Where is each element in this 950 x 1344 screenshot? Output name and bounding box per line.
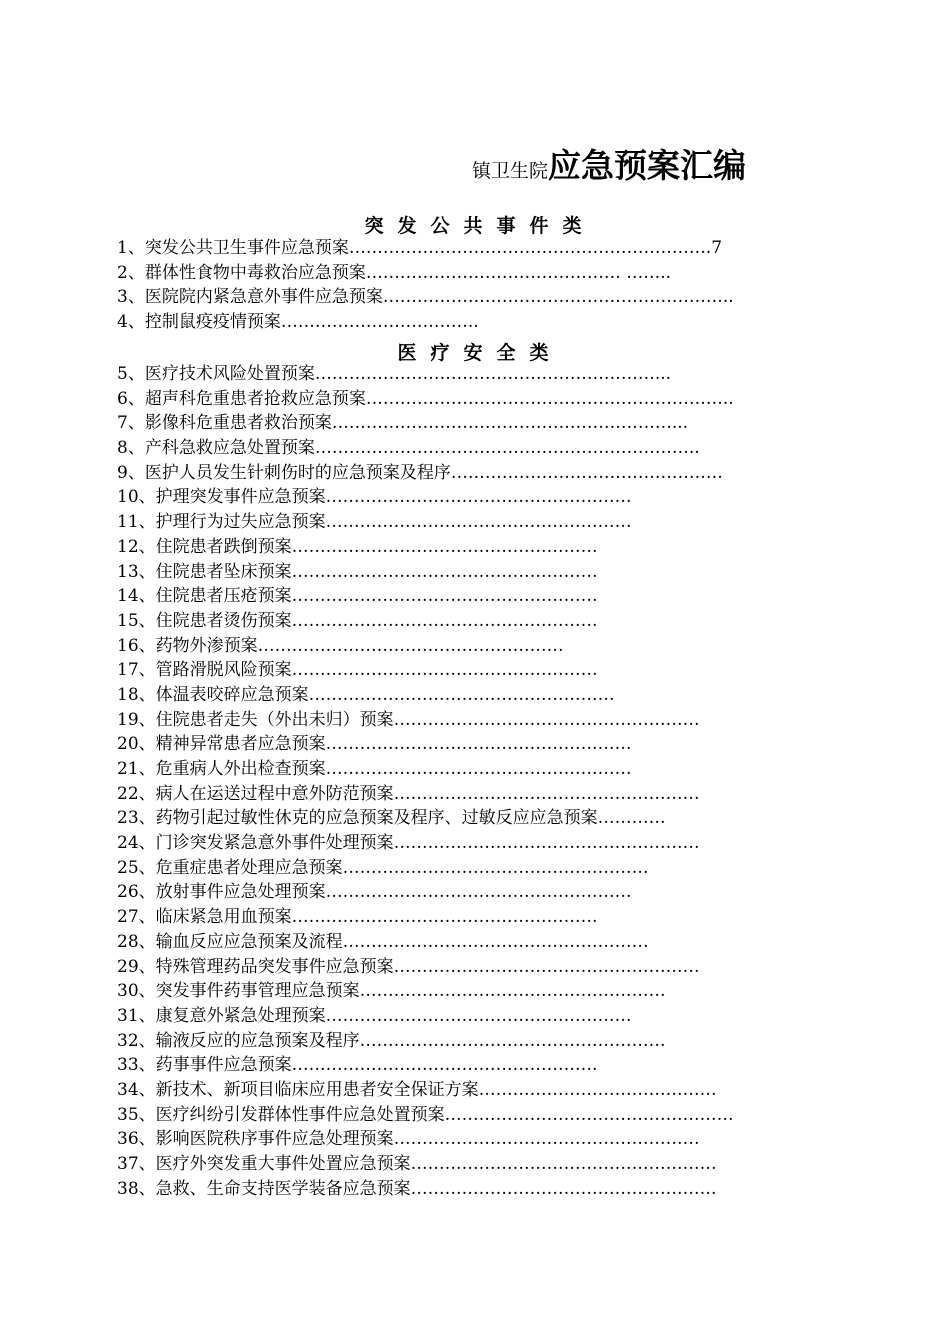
toc-entry	[117, 1127, 734, 1152]
toc-entry-title: 14、住院患者压疮预案	[117, 586, 292, 607]
title-prefix: 镇卫生院	[472, 160, 549, 182]
toc-entry-title: 27、临床紧急用血预案	[117, 907, 292, 928]
toc-entry-title: 15、住院患者烫伤预案	[117, 610, 292, 631]
toc-entry-leader: ………………………………………………	[359, 981, 666, 1002]
toc-entry-leader: ………………………………………………	[291, 561, 598, 582]
toc-entry-leader: ………………………………………………	[325, 512, 632, 533]
toc-entry-title: 5、医疗技术风险处置预案	[117, 364, 315, 384]
toc-entry-leader: ………………………………………………	[342, 931, 649, 952]
toc-entry-title: 4、控制鼠疫疫情预案	[117, 312, 281, 333]
toc-entry-leader: ………………………………………………	[393, 1129, 700, 1150]
toc-entry-leader: …………………………………………………………..	[314, 438, 700, 459]
toc-entry	[117, 411, 734, 436]
toc-entry	[117, 236, 734, 261]
toc-entry-leader: ………………………………………………	[410, 1178, 717, 1199]
toc-entry-leader: ……………………………………………	[444, 1104, 734, 1125]
toc-entry	[117, 782, 734, 807]
toc-entry	[117, 732, 734, 757]
toc-entry-title: 26、放射事件应急处理预案	[117, 882, 326, 903]
toc-entry-leader: ………………………………………………	[291, 610, 598, 631]
toc-entry	[117, 955, 734, 980]
toc-entry	[117, 979, 734, 1004]
toc-entry-title: 23、药物引起过敏性休克的应急预案及程序、过敏反应应急预案	[117, 808, 598, 829]
toc-entry-leader: ………………………………………………	[325, 759, 632, 779]
toc-entry-title: 35、医疗纠纷引发群体性事件应急处置预案	[117, 1104, 445, 1125]
toc-entry-title: 18、体温表咬碎应急预案	[117, 684, 309, 705]
toc-entry	[117, 1078, 734, 1103]
toc-entry-leader: ……………………………………… ……..	[365, 262, 672, 283]
toc-entry	[117, 634, 734, 659]
toc-entry-leader: ………………………………………………	[393, 833, 700, 854]
toc-entry-title: 24、门诊突发紧急意外事件处理预案	[117, 833, 394, 854]
toc-entry	[117, 461, 734, 486]
toc-entry	[117, 658, 734, 683]
toc-entry-title: 20、精神异常患者应急预案	[117, 734, 326, 755]
toc-entry-leader: ………………………………………………	[393, 956, 700, 977]
toc-entry-title: 17、管路滑脱风险预案	[117, 660, 292, 681]
toc-entry-title: 16、药物外渗预案	[117, 635, 258, 656]
toc-entry-leader: ………………………………………………	[342, 857, 649, 878]
toc-entry	[117, 362, 734, 387]
toc-entry	[117, 285, 734, 310]
toc-entry	[117, 1029, 734, 1054]
section-heading-medical-safety: 医疗安全类	[397, 342, 563, 364]
toc-entry	[117, 708, 734, 733]
toc-entry-title: 9、医护人员发生针刺伤时的应急预案及程序	[117, 462, 451, 483]
toc-entry-title: 11、护理行为过失应急预案	[117, 512, 326, 533]
toc-entry-title: 8、产科急救应急处置预案	[117, 438, 315, 459]
toc-entry-title: 30、突发事件药事管理应急预案	[117, 981, 360, 1002]
toc-entry-title: 28、输血反应应急预案及流程	[117, 931, 343, 952]
toc-entry-title: 7、影像科危重患者救治预案	[117, 413, 332, 434]
toc-entry-title: 36、影响医院秩序事件应急处理预案	[117, 1129, 394, 1150]
toc-entry-leader: ………………………………………………	[393, 709, 700, 730]
toc-entry	[117, 535, 734, 560]
toc-entry-title: 31、康复意外紧急处理预案	[117, 1005, 326, 1026]
toc-entry	[117, 609, 734, 634]
toc-entry-leader: ………………………………………………	[410, 1154, 717, 1174]
toc-entry-leader: ……………………………………	[478, 1079, 717, 1100]
toc-entry-leader: ……………………………………………………….7	[348, 238, 723, 258]
toc-entry-leader: …………	[597, 808, 666, 829]
toc-entry-leader: ……………………………..	[280, 312, 479, 333]
toc-entry-leader: ………………………………………………	[291, 660, 598, 681]
toc-entry-leader: ………………………………………………	[308, 684, 615, 705]
toc-entry	[117, 1152, 734, 1177]
toc-entry-title: 10、护理突发事件应急预案	[117, 487, 326, 508]
toc-entry-leader: ………………………………………………	[291, 536, 598, 557]
toc-entry	[117, 930, 734, 955]
toc-entry	[117, 880, 734, 905]
toc-entry-title: 22、病人在运送过程中意外防范预案	[117, 783, 394, 804]
toc-entry	[117, 387, 734, 412]
toc-entry-title: 25、危重症患者处理应急预案	[117, 857, 343, 878]
toc-entry-leader: ………………………………………………	[291, 1055, 598, 1076]
toc-entry	[117, 831, 734, 856]
toc-entry-leader: ………………………………………………	[393, 783, 700, 804]
document-title	[472, 140, 746, 187]
toc-entry	[117, 683, 734, 708]
toc-entry-leader: ………………………………………………	[325, 1005, 632, 1026]
toc-entry-leader: ……………………………………………………..	[382, 287, 734, 308]
toc-entry-title: 2、群体性食物中毒救治应急预案	[117, 262, 366, 283]
toc-entry-title: 19、住院患者走失（外出未归）预案	[117, 709, 394, 730]
toc-entry	[117, 1103, 734, 1128]
toc-entry	[117, 560, 734, 585]
toc-entry	[117, 856, 734, 881]
section-heading-public-events: 突发公共事件类	[364, 215, 596, 237]
toc-entry-leader: ………………………………………………	[325, 882, 632, 903]
toc-entry-leader: ………………………………………………	[291, 907, 598, 928]
toc-entry-leader: ……………………………………………………...	[331, 413, 689, 434]
toc-entry	[117, 806, 734, 831]
toc-entry-title: 1、突发公共卫生事件应急预案	[117, 238, 349, 258]
toc-entry-leader: …………………………………………	[450, 462, 723, 483]
toc-entry	[117, 1004, 734, 1029]
toc-entry	[117, 757, 734, 782]
toc-entry-leader: ………………………………………………	[325, 487, 632, 508]
toc-entry-leader: ………………………………………………	[325, 734, 632, 755]
toc-entry	[117, 436, 734, 461]
toc-list-public-events	[117, 236, 734, 335]
toc-entry-title: 33、药事事件应急预案	[117, 1055, 292, 1076]
toc-entry-title: 12、住院患者跌倒预案	[117, 536, 292, 557]
toc-entry	[117, 584, 734, 609]
toc-entry	[117, 905, 734, 930]
toc-entry-leader: ………………………………………………………..	[365, 388, 734, 409]
toc-entry-title: 34、新技术、新项目临床应用患者安全保证方案	[117, 1079, 479, 1100]
toc-entry-title: 37、医疗外突发重大事件处置应急预案	[117, 1154, 411, 1174]
toc-entry-title: 21、危重病人外出检查预案	[117, 759, 326, 779]
toc-entry-leader: ………………………………………………	[257, 635, 564, 656]
toc-entry	[117, 261, 734, 286]
toc-entry	[117, 485, 734, 510]
toc-entry-leader: ………………………………………………	[359, 1030, 666, 1051]
toc-entry-title: 29、特殊管理药品突发事件应急预案	[117, 956, 394, 977]
toc-entry-title: 13、住院患者坠床预案	[117, 561, 292, 582]
toc-entry	[117, 310, 734, 335]
title-main: 应急预案汇编	[548, 146, 747, 185]
toc-entry-title: 3、医院院内紧急意外事件应急预案	[117, 287, 383, 308]
toc-entry-leader: ……………………………………………………...	[314, 364, 672, 384]
toc-entry	[117, 1053, 734, 1078]
toc-entry-title: 6、超声科危重患者抢救应急预案	[117, 388, 366, 409]
toc-entry	[117, 1177, 734, 1202]
toc-entry-title: 32、输液反应的应急预案及程序	[117, 1030, 360, 1051]
toc-entry	[117, 510, 734, 535]
toc-entry-title: 38、急救、生命支持医学装备应急预案	[117, 1178, 411, 1199]
toc-list-medical-safety	[117, 362, 734, 1201]
toc-entry-leader: ………………………………………………	[291, 586, 598, 607]
